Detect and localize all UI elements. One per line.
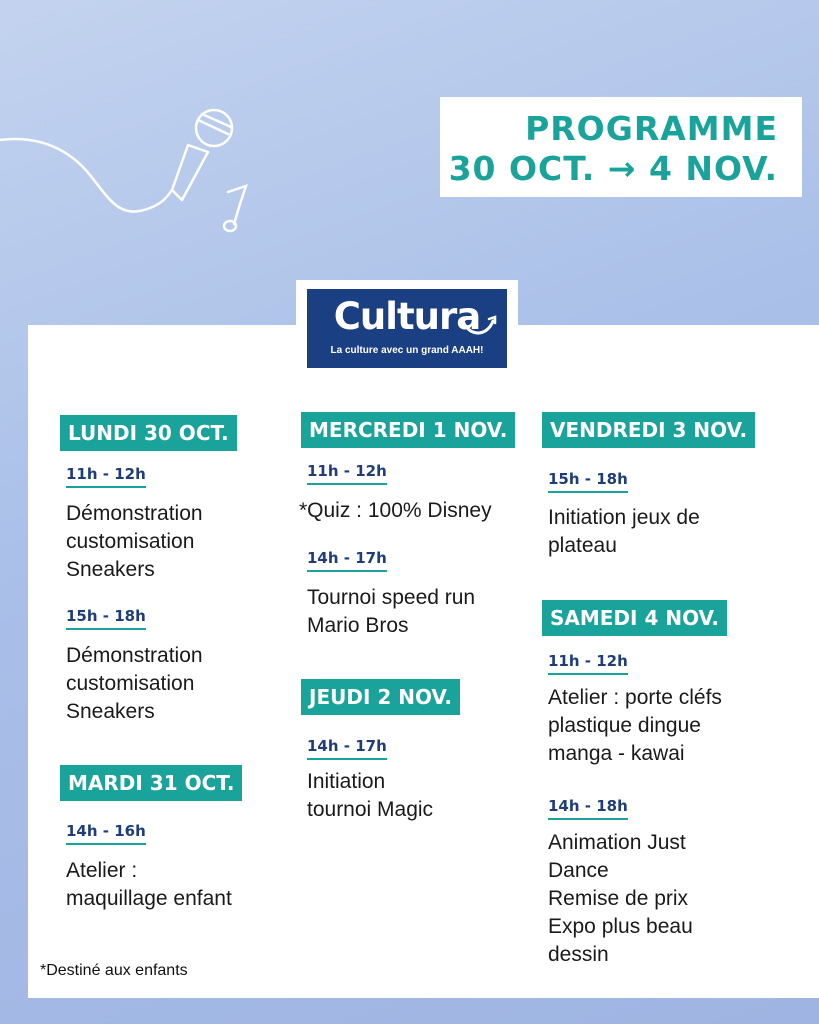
day-header-jeudi: JEUDI 2 NOV.: [301, 679, 460, 715]
activity-text: Initiation tournoi Magic: [307, 770, 434, 821]
time-slot: 14h - 17h: [307, 737, 387, 760]
activity-text: Atelier : maquillage enfant: [66, 859, 232, 910]
activity-text: Démonstration customisation Sneakers: [66, 644, 203, 723]
day-header-vendredi: VENDREDI 3 NOV.: [542, 412, 755, 448]
time-slot: 11h - 12h: [548, 652, 628, 675]
activity-text: Tournoi speed run Mario Bros: [307, 586, 476, 637]
day-header-samedi: SAMEDI 4 NOV.: [542, 600, 727, 636]
day-header-lundi: LUNDI 30 OCT.: [60, 415, 237, 451]
time-slot: 15h - 18h: [66, 607, 146, 630]
day-header-mardi: MARDI 31 OCT.: [60, 765, 242, 801]
activity-text: *Quiz : 100% Disney: [299, 499, 492, 522]
logo-badge: [307, 289, 507, 368]
time-slot: 14h - 16h: [66, 822, 146, 845]
page-subtitle-dates: 30 OCT. → 4 NOV.: [448, 149, 778, 188]
music-note-icon: [216, 180, 256, 240]
logo-tagline: La culture avec un grand AAAH!: [330, 345, 484, 356]
smile-icon: [459, 313, 499, 341]
activity-text: Démonstration customisation Sneakers: [66, 502, 203, 581]
page-title: PROGRAMME: [525, 109, 778, 148]
brand-logo: [296, 280, 518, 377]
time-slot: 11h - 12h: [66, 465, 146, 488]
time-slot: 14h - 18h: [548, 797, 628, 820]
time-slot: 14h - 17h: [307, 549, 387, 572]
day-header-mercredi: MERCREDI 1 NOV.: [301, 412, 515, 448]
title-box: [440, 97, 802, 197]
time-slot: 11h - 12h: [307, 462, 387, 485]
logo-wordmark: Cultura: [333, 295, 481, 338]
activity-text: Initiation jeux de plateau: [548, 506, 700, 557]
time-slot: 15h - 18h: [548, 470, 628, 493]
activity-text: Atelier : porte cléfs plastique dingue manga - kawai: [548, 686, 722, 765]
footnote: *Destiné aux enfants: [40, 962, 188, 979]
activity-text: Animation Just Dance Remise de prix Expo plus beau dessin: [548, 831, 693, 966]
